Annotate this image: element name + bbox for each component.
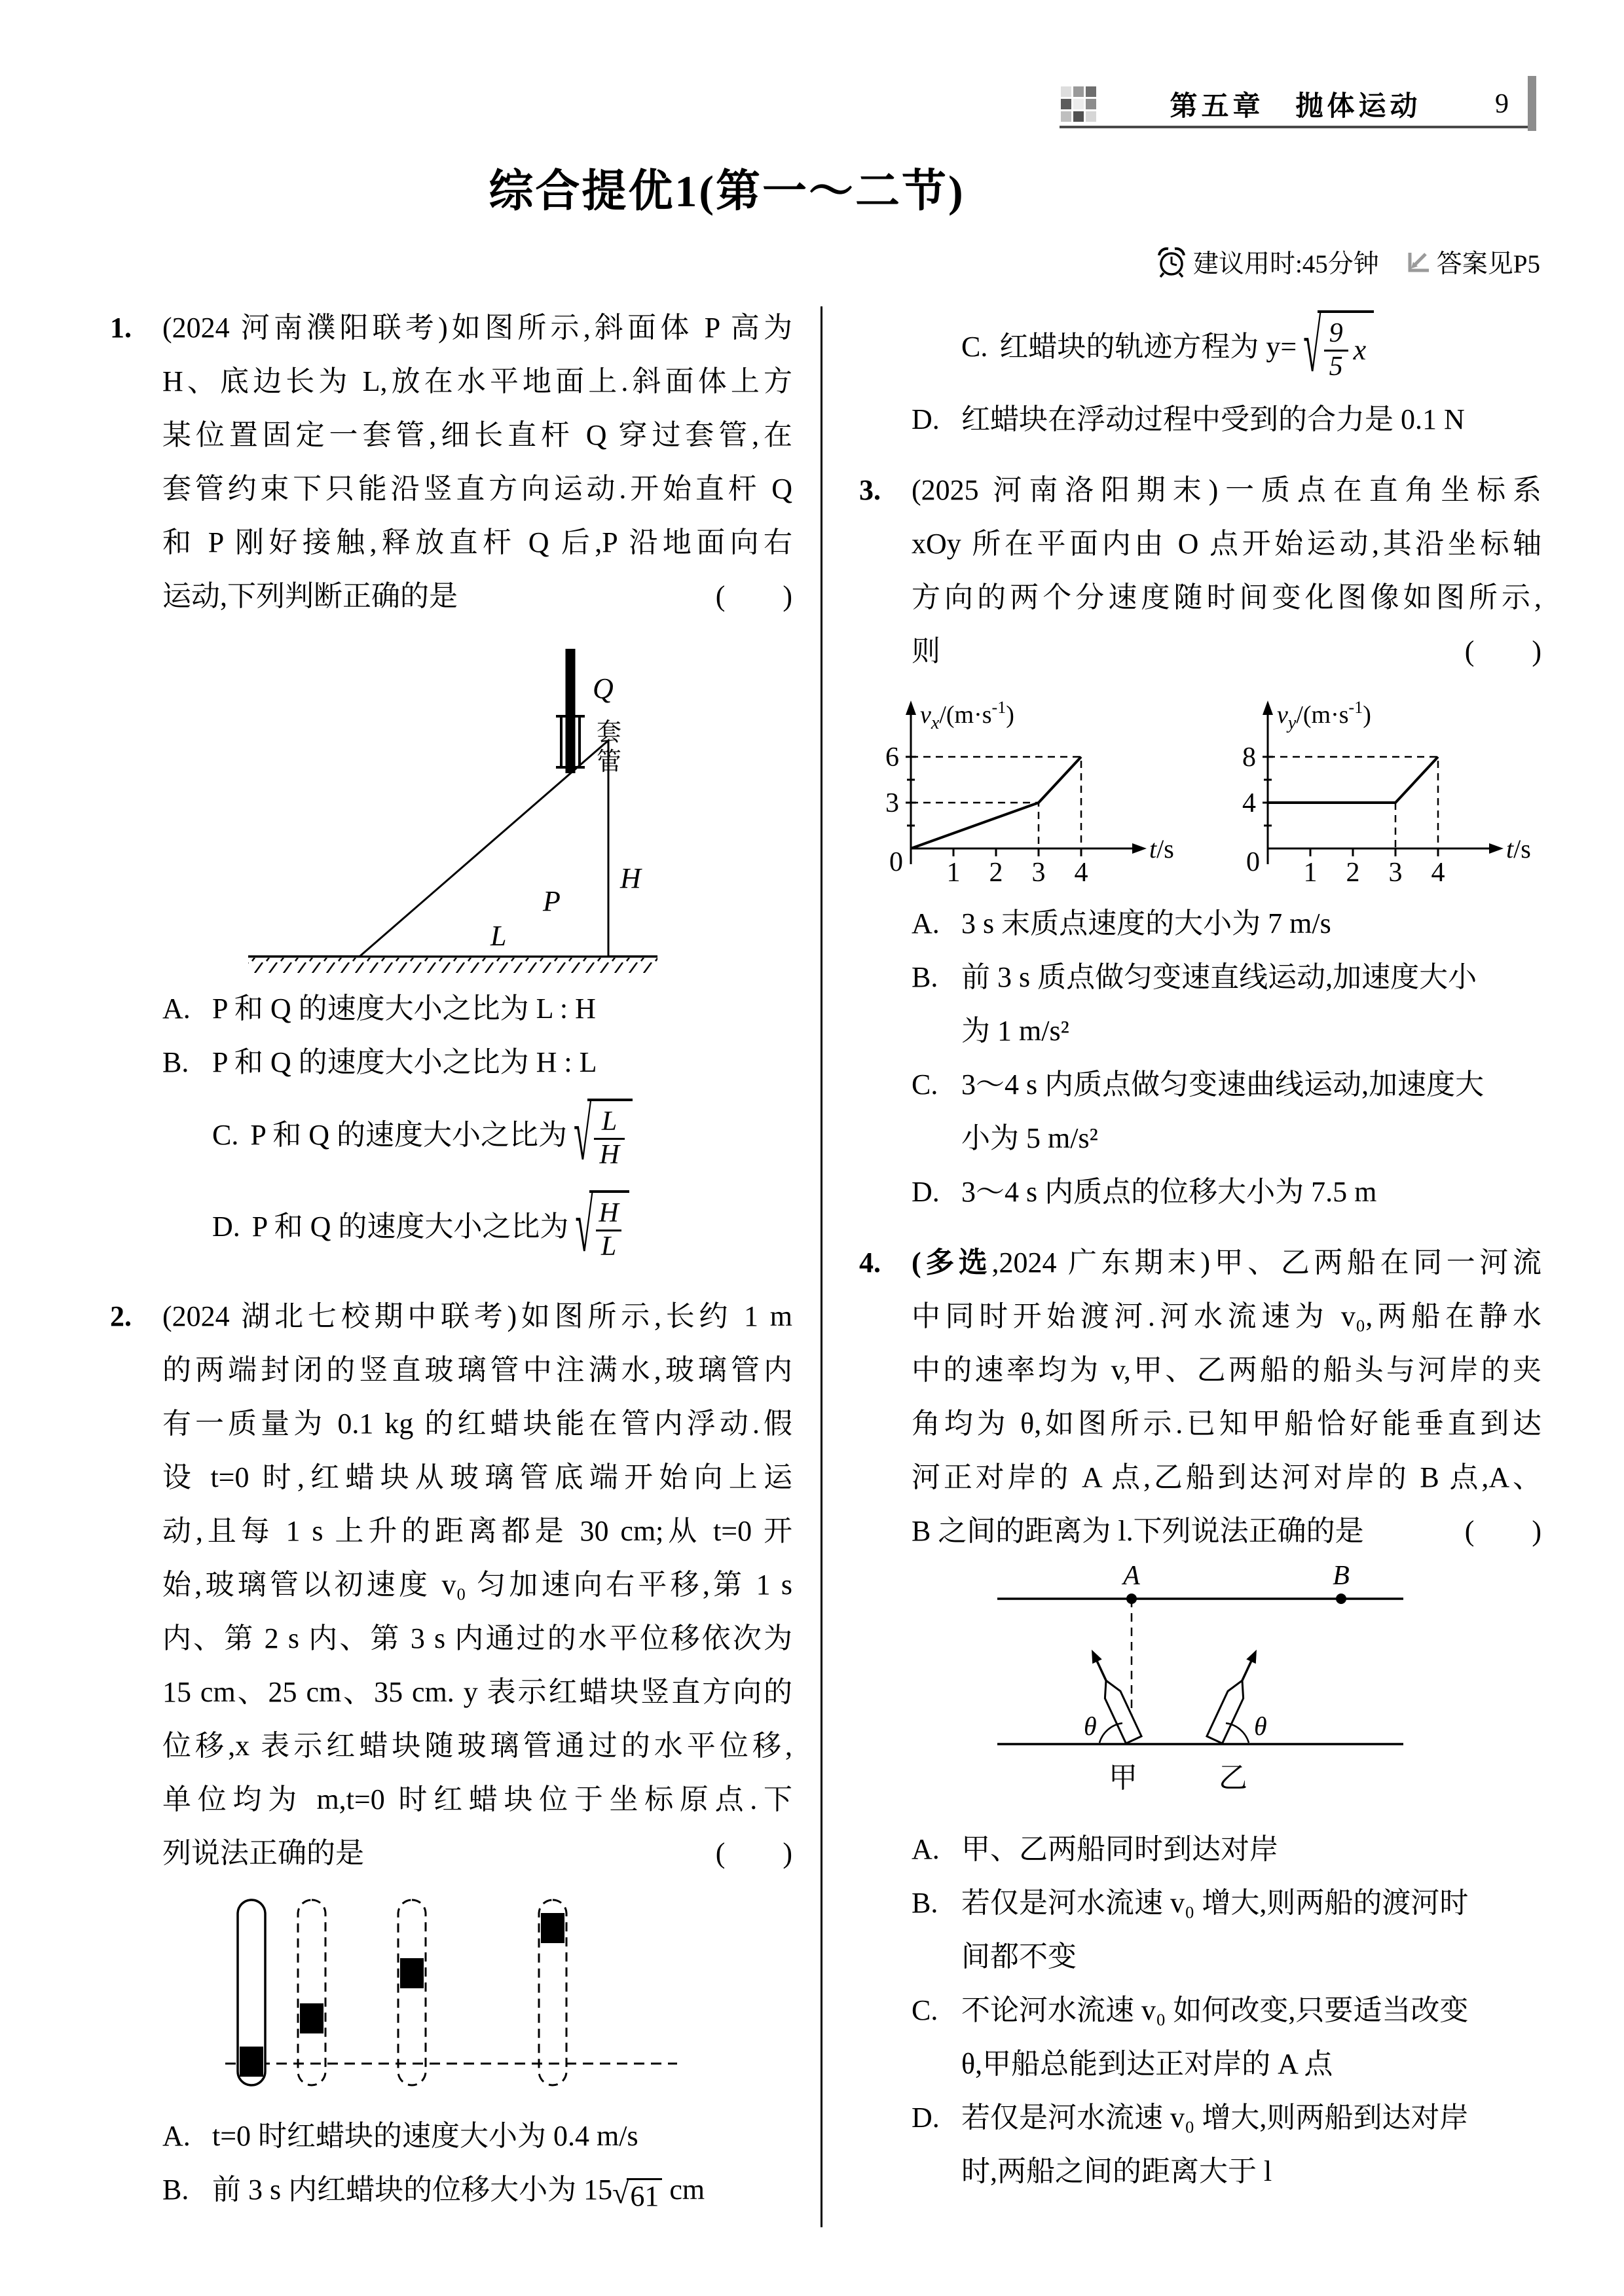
q2-line-last xyxy=(162,1827,792,1880)
question-2 xyxy=(110,1290,792,2217)
q1-line-text: 运动,下列判断正确的是 xyxy=(162,580,458,612)
q4-option-b xyxy=(912,1876,1541,1930)
xtick-3: 3 xyxy=(1388,858,1403,888)
tube-dashed-2 xyxy=(398,1900,426,2085)
xtick-1: 1 xyxy=(946,858,961,888)
sqrt-expression xyxy=(1303,303,1374,388)
q3-option-a xyxy=(912,897,1541,951)
fraction-numerator: H xyxy=(599,1198,619,1229)
meta-row xyxy=(1156,244,1540,280)
q1-option-a xyxy=(162,982,792,1036)
figure-river-crossing xyxy=(859,1566,1541,1815)
ytick-6: 6 xyxy=(885,742,899,773)
option-text: 红蜡块在浮动过程中受到的合力是 0.1 N xyxy=(961,403,1465,435)
page-header xyxy=(1060,82,1535,128)
radical-sign: √ xyxy=(573,1091,592,1176)
q4-line: 角均为 θ,如图所示.已知甲船恰好能垂直到达 xyxy=(912,1408,1541,1440)
t-axis-label: t/s xyxy=(1149,834,1174,864)
q2-line: (2024 湖北七校期中联考)如图所示,长约 1 m xyxy=(162,1300,792,1332)
yi-label: 乙 xyxy=(1219,1762,1247,1794)
q2-line: 有一质量为 0.1 kg 的红蜡块能在管内浮动.假 xyxy=(162,1408,792,1440)
vx-t-graph xyxy=(860,686,1184,889)
q1-line: 某位置固定一套管,细长直杆 Q 穿过套管,在 xyxy=(162,419,792,451)
q4-option-b-line2: 间都不变 xyxy=(961,1941,1077,1973)
t-axis-label: t/s xyxy=(1506,834,1531,864)
option-label: B. xyxy=(912,961,938,993)
option-label: B. xyxy=(162,2174,189,2206)
ytick-3: 3 xyxy=(885,788,899,818)
xtick-4: 4 xyxy=(1074,858,1088,888)
option-label: C. xyxy=(912,1994,938,2026)
vy-t-graph xyxy=(1217,686,1541,889)
option-text: 前 3 s 质点做匀变速直线运动,加速度大小 xyxy=(961,961,1477,993)
wax-block-4 xyxy=(541,1913,564,1943)
option-label: A. xyxy=(912,1833,940,1865)
sleeve-label-1: 套 xyxy=(597,719,622,746)
option-text: 若仅是河水流速 v₀ 增大,则两船的渡河时 xyxy=(961,1887,1469,1919)
option-label: C. xyxy=(961,330,988,363)
theta-label-jia: θ xyxy=(1084,1711,1097,1741)
q3-line-last xyxy=(912,625,1541,678)
sqrt-expression xyxy=(575,1183,629,1267)
ytick-4: 4 xyxy=(1242,788,1256,818)
radical-sign: √ xyxy=(575,1183,593,1267)
question-2-number: 2. xyxy=(110,1300,132,1332)
q1-line: 和 P 刚好接触,释放直杆 Q 后,P 沿地面向右 xyxy=(162,526,792,558)
xtick-3: 3 xyxy=(1031,858,1046,888)
q1-line: H、底边长为 L,放在水平地面上.斜面体上方 xyxy=(162,365,792,397)
option-label: A. xyxy=(912,907,940,939)
q2-option-d xyxy=(912,393,1541,446)
left-column xyxy=(110,301,792,2217)
question-2-continued xyxy=(859,301,1541,446)
option-label: B. xyxy=(912,1887,938,1919)
option-text: 不论河水流速 v₀ 如何改变,只要适当改变 xyxy=(961,1994,1469,2026)
sqrt-expression xyxy=(573,1091,633,1176)
option-label: B. xyxy=(162,1046,189,1078)
question-3-text xyxy=(912,464,1541,678)
q3-line: 方向的两个分速度随时间变化图像如图所示, xyxy=(912,581,1541,613)
q4-option-a xyxy=(912,1823,1541,1876)
option-unit: cm xyxy=(669,2174,705,2206)
ytick-8: 8 xyxy=(1242,742,1256,773)
height-label: H xyxy=(620,862,641,894)
q4-line: 中同时开始渡河.河水流速为 v₀,两船在静水 xyxy=(912,1300,1541,1332)
option-label: D. xyxy=(912,2102,940,2134)
question-3-number: 3. xyxy=(859,474,881,506)
q2-line-text: 列说法正确的是 xyxy=(162,1837,364,1869)
q2-line: 位移,x 表示红蜡块随玻璃管通过的水平位移, xyxy=(162,1730,792,1762)
answer-blank: ( ) xyxy=(1464,1515,1541,1547)
chapter-title: 第五章 抛体运动 xyxy=(1170,92,1422,122)
q3-option-c-line2: 小为 5 m/s² xyxy=(961,1122,1098,1154)
q2-line: 的两端封闭的竖直玻璃管中注满水,玻璃管内 xyxy=(162,1354,792,1386)
q1-line: (2024 河南濮阳联考)如图所示,斜面体 P 高为 xyxy=(162,312,792,344)
vy-data-line xyxy=(1268,757,1438,803)
answer-ref xyxy=(1404,244,1540,280)
option-text: P 和 Q 的速度大小之比为 L : H xyxy=(212,993,596,1025)
header-bar xyxy=(1528,76,1536,131)
answer-ref-label: 答案见P5 xyxy=(1436,250,1540,278)
option-text: 红蜡块的轨迹方程为 y= xyxy=(999,330,1297,363)
option-text: 3～4 s 内质点的位移大小为 7.5 m xyxy=(961,1176,1377,1208)
q2-line: 设 t=0 时,红蜡块从玻璃管底端开始向上运 xyxy=(162,1461,792,1493)
q1-option-c xyxy=(162,1089,792,1181)
question-4-number: 4. xyxy=(859,1247,881,1279)
q2-option-b xyxy=(162,2163,792,2217)
base-label: L xyxy=(490,920,507,952)
page-number: 9 xyxy=(1495,89,1509,119)
column-divider xyxy=(821,306,822,2227)
option-label: D. xyxy=(912,403,940,435)
right-column xyxy=(859,301,1541,2198)
q4-option-d xyxy=(912,2091,1541,2145)
q4-line-text: B 之间的距离为 l.下列说法正确的是 xyxy=(912,1515,1364,1547)
q2-line: 15 cm、25 cm、35 cm. y 表示红蜡块竖直方向的 xyxy=(162,1676,792,1708)
answer-blank: ( ) xyxy=(715,1837,792,1869)
option-text: 甲、乙两船同时到达对岸 xyxy=(961,1833,1278,1865)
xtick-2: 2 xyxy=(989,858,1003,888)
wax-block-2 xyxy=(300,2003,323,2033)
question-4 xyxy=(859,1236,1541,2198)
q1-line-last xyxy=(162,570,792,623)
q3-option-d xyxy=(912,1165,1541,1219)
section-title: 综合提优1(第一～二节) xyxy=(489,166,965,216)
fraction-numerator: L xyxy=(601,1106,618,1137)
fraction-denominator: 5 xyxy=(1324,350,1348,382)
option-text: t=0 时红蜡块的速度大小为 0.4 m/s xyxy=(212,2120,638,2152)
answer-blank: ( ) xyxy=(715,580,792,612)
question-3 xyxy=(859,464,1541,1219)
vy-axis-label: $v_y/(m\cdot s^{-1})$ xyxy=(1277,698,1371,733)
fraction-denominator: H xyxy=(594,1138,624,1171)
variable-x: x xyxy=(1353,333,1367,366)
suggested-time xyxy=(1156,244,1379,280)
jia-label: 甲 xyxy=(1109,1762,1137,1794)
sqrt-expression xyxy=(612,2178,662,2214)
fraction-denominator: L xyxy=(596,1230,621,1262)
theta-label-yi: θ xyxy=(1254,1711,1267,1741)
xtick-1: 1 xyxy=(1303,858,1318,888)
glass-tubes-diagram xyxy=(189,1887,713,2103)
q2-line: 内、第 2 s 内、第 3 s 内通过的水平位移依次为 xyxy=(162,1622,792,1654)
vx-axis-label: $v_x/(m\cdot s^{-1})$ xyxy=(920,698,1014,733)
answer-blank: ( ) xyxy=(1464,635,1541,667)
q3-option-b xyxy=(912,951,1541,1004)
incline-label: P xyxy=(543,885,561,917)
q1-option-b xyxy=(162,1036,792,1089)
option-text: P 和 Q 的速度大小之比为 xyxy=(251,1210,569,1243)
question-2-text xyxy=(162,1290,792,1880)
sleeve-label-2: 管 xyxy=(597,748,622,776)
option-text: P 和 Q 的速度大小之比为 xyxy=(250,1118,567,1151)
q3-line-text: 则 xyxy=(912,635,940,667)
suggested-time-label: 建议用时:45分钟 xyxy=(1192,250,1379,278)
mosaic-icon xyxy=(1061,86,1096,122)
q4-option-c xyxy=(912,1984,1541,2037)
incline-rod-diagram xyxy=(222,632,680,973)
question-1-text xyxy=(162,301,792,623)
figure-velocity-graphs xyxy=(859,686,1541,889)
answer-arrow-icon xyxy=(1404,249,1430,275)
q4-line-last xyxy=(912,1504,1541,1558)
q4-line: 中的速率均为 v,甲、乙两船的船头与河岸的夹 xyxy=(912,1354,1541,1386)
option-label: D. xyxy=(912,1176,940,1208)
point-A-label: A xyxy=(1123,1566,1140,1591)
point-B xyxy=(1336,1594,1346,1604)
radical-sign: √ xyxy=(612,2176,629,2210)
point-B-label: B xyxy=(1333,1566,1350,1591)
q4-line-text: ,2024 广东期末)甲、乙两船在同一河流 xyxy=(991,1247,1541,1279)
q3-option-c xyxy=(912,1058,1541,1112)
figure-glass-tubes xyxy=(110,1887,792,2103)
q3-line: xOy 所在平面内由 O 点开始运动,其沿坐标轴 xyxy=(912,528,1541,560)
q2-line: 单位均为 m,t=0 时红蜡块位于坐标原点.下 xyxy=(162,1783,792,1815)
question-4-text xyxy=(912,1236,1541,1558)
river-crossing-diagram xyxy=(971,1566,1430,1815)
option-text: 3 s 末质点速度的大小为 7 m/s xyxy=(961,907,1331,939)
option-label: C. xyxy=(912,1068,938,1101)
clock-icon xyxy=(1156,246,1187,278)
xtick-4: 4 xyxy=(1431,858,1445,888)
option-text: 前 3 s 内红蜡块的位移大小为 15 xyxy=(212,2174,613,2206)
q1-option-d xyxy=(162,1181,792,1273)
q2-option-a xyxy=(162,2109,792,2163)
option-label: D. xyxy=(212,1210,240,1243)
option-label: C. xyxy=(212,1118,239,1151)
option-text: 若仅是河水流速 v₀ 增大,则两船到达对岸 xyxy=(961,2102,1469,2134)
multi-select-tag: (多选 xyxy=(912,1247,992,1279)
origin-label: 0 xyxy=(889,847,903,877)
option-text: P 和 Q 的速度大小之比为 H : L xyxy=(212,1046,597,1078)
q4-line: 河正对岸的 A 点,乙船到达河对岸的 B 点,A、 xyxy=(912,1461,1541,1493)
fraction-numerator: 9 xyxy=(1329,318,1343,349)
q2-line: 始,玻璃管以初速度 v₀ 匀加速向右平移,第 1 s xyxy=(162,1569,792,1601)
rod-label: Q xyxy=(593,672,614,704)
q3-option-b-line2: 为 1 m/s² xyxy=(961,1015,1069,1047)
q4-option-d-line2: 时,两船之间的距离大于 l xyxy=(961,2155,1272,2187)
tube-dashed-1 xyxy=(298,1900,325,2085)
origin-label: 0 xyxy=(1246,847,1260,877)
q4-option-c-line2: θ,甲船总能到达正对岸的 A 点 xyxy=(961,2048,1333,2080)
q2-option-c xyxy=(912,301,1541,393)
ground-hatching xyxy=(248,958,657,973)
xtick-2: 2 xyxy=(1346,858,1360,888)
option-label: A. xyxy=(162,2120,191,2152)
q3-line: (2025 河南洛阳期末)一质点在直角坐标系 xyxy=(912,474,1541,506)
question-1 xyxy=(110,301,792,1273)
wax-block-1 xyxy=(240,2047,263,2077)
q4-line-first xyxy=(912,1236,1541,1290)
radical-sign: √ xyxy=(1303,303,1321,388)
radicand: 61 xyxy=(627,2178,662,2214)
option-text: 3～4 s 内质点做匀变速曲线运动,加速度大 xyxy=(961,1068,1485,1101)
q2-line: 动,且每 1 s 上升的距离都是 30 cm;从 t=0 开 xyxy=(162,1515,792,1547)
question-1-number: 1. xyxy=(110,312,132,344)
wax-block-3 xyxy=(400,1958,424,1988)
option-label: A. xyxy=(162,993,191,1025)
figure-incline-rod xyxy=(110,632,792,973)
q1-line: 套管约束下只能沿竖直方向运动.开始直杆 Q xyxy=(162,473,792,505)
